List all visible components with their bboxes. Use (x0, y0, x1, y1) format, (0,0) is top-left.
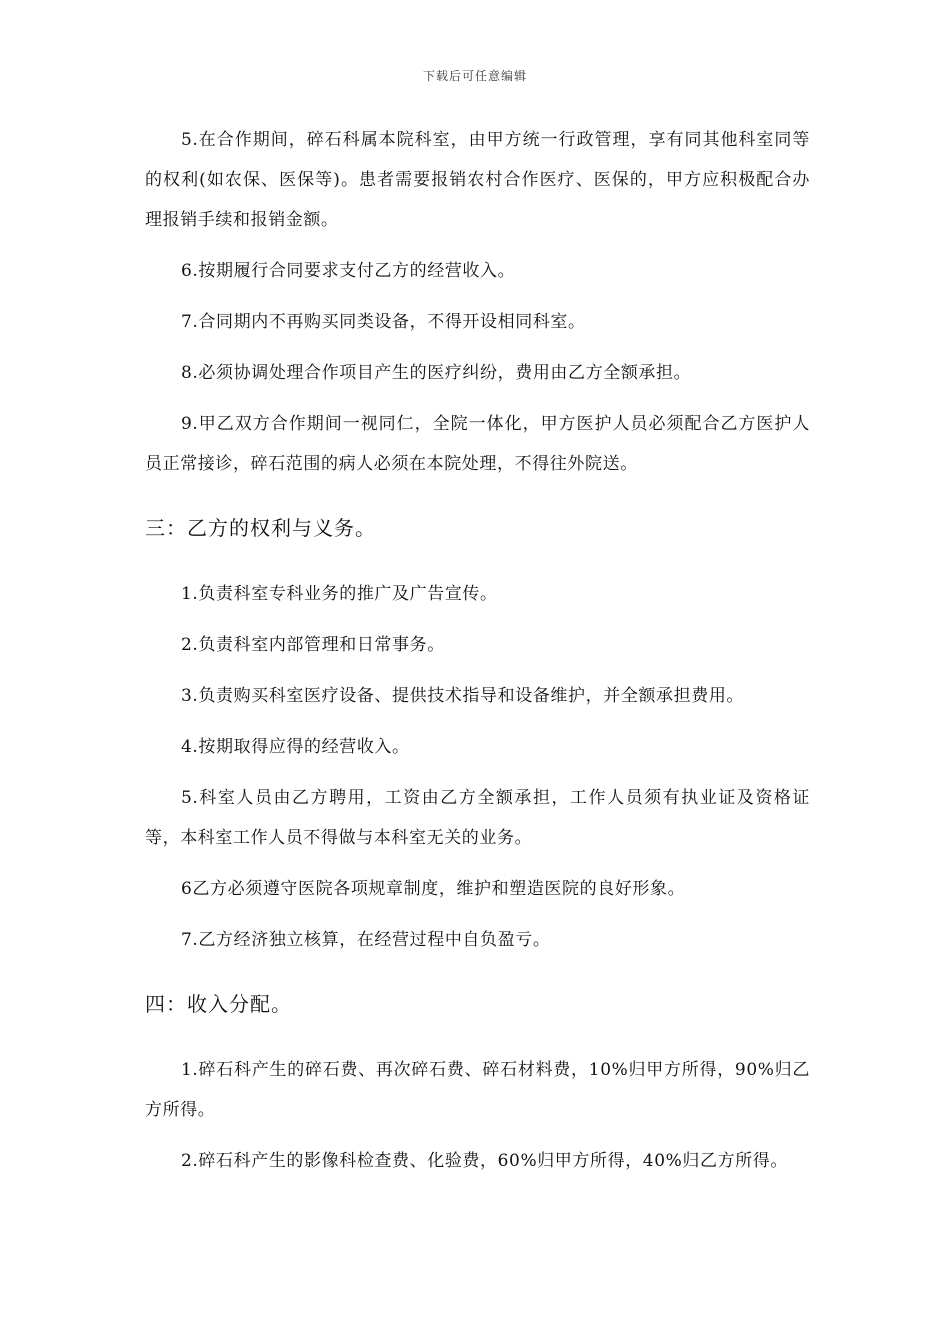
paragraph-jia-8: 8.必须协调处理合作项目产生的医疗纠纷，费用由乙方全额承担。 (181, 363, 692, 383)
paragraph-income-2: 2.碎石科产生的影像科检查费、化验费，60%归甲方所得，40%归乙方所得。 (181, 1151, 788, 1171)
paragraph-yi-1: 1.负责科室专科业务的推广及广告宣传。 (181, 584, 498, 604)
paragraph-yi-6: 6乙方必须遵守医院各项规章制度，维护和塑造医院的良好形象。 (181, 879, 686, 899)
paragraph-jia-5: 5.在合作期间，碎石科属本院科室，由甲方统一行政管理，享有同其他科室同等的权利(如农保、医保等)。患者需要报销农村合作医疗、医保的，甲方应积极配合办理报销手续和报销金额。 (145, 130, 810, 230)
section-heading-yi: 三：乙方的权利与义务。 (145, 516, 376, 540)
paragraph-income-1: 1.碎石科产生的碎石费、再次碎石费、碎石材料费，10%归甲方所得，90%归乙方所得。 (145, 1060, 810, 1120)
paragraph-yi-4: 4.按期取得应得的经营收入。 (181, 737, 410, 757)
header-note: 下载后可任意编辑 (422, 69, 527, 83)
paragraph-yi-2: 2.负责科室内部管理和日常事务。 (181, 635, 445, 655)
paragraph-jia-9: 9.甲乙双方合作期间一视同仁，全院一体化，甲方医护人员必须配合乙方医护人员正常接诊，碎石范围的病人必须在本院处理，不得往外院送。 (145, 414, 810, 474)
paragraph-yi-3: 3.负责购买科室医疗设备、提供技术指导和设备维护，并全额承担费用。 (181, 686, 745, 706)
paragraph-jia-6: 6.按期履行合同要求支付乙方的经营收入。 (181, 261, 516, 281)
paragraph-yi-5: 5.科室人员由乙方聘用，工资由乙方全额承担，工作人员须有执业证及资格证等，本科室工作人员不得做与本科室无关的业务。 (145, 788, 810, 848)
section-heading-income: 四：收入分配。 (145, 992, 292, 1016)
paragraph-yi-7: 7.乙方经济独立核算，在经营过程中自负盈亏。 (181, 930, 551, 950)
document-body (145, 120, 810, 1192)
paragraph-jia-7: 7.合同期内不再购买同类设备，不得开设相同科室。 (181, 312, 586, 332)
